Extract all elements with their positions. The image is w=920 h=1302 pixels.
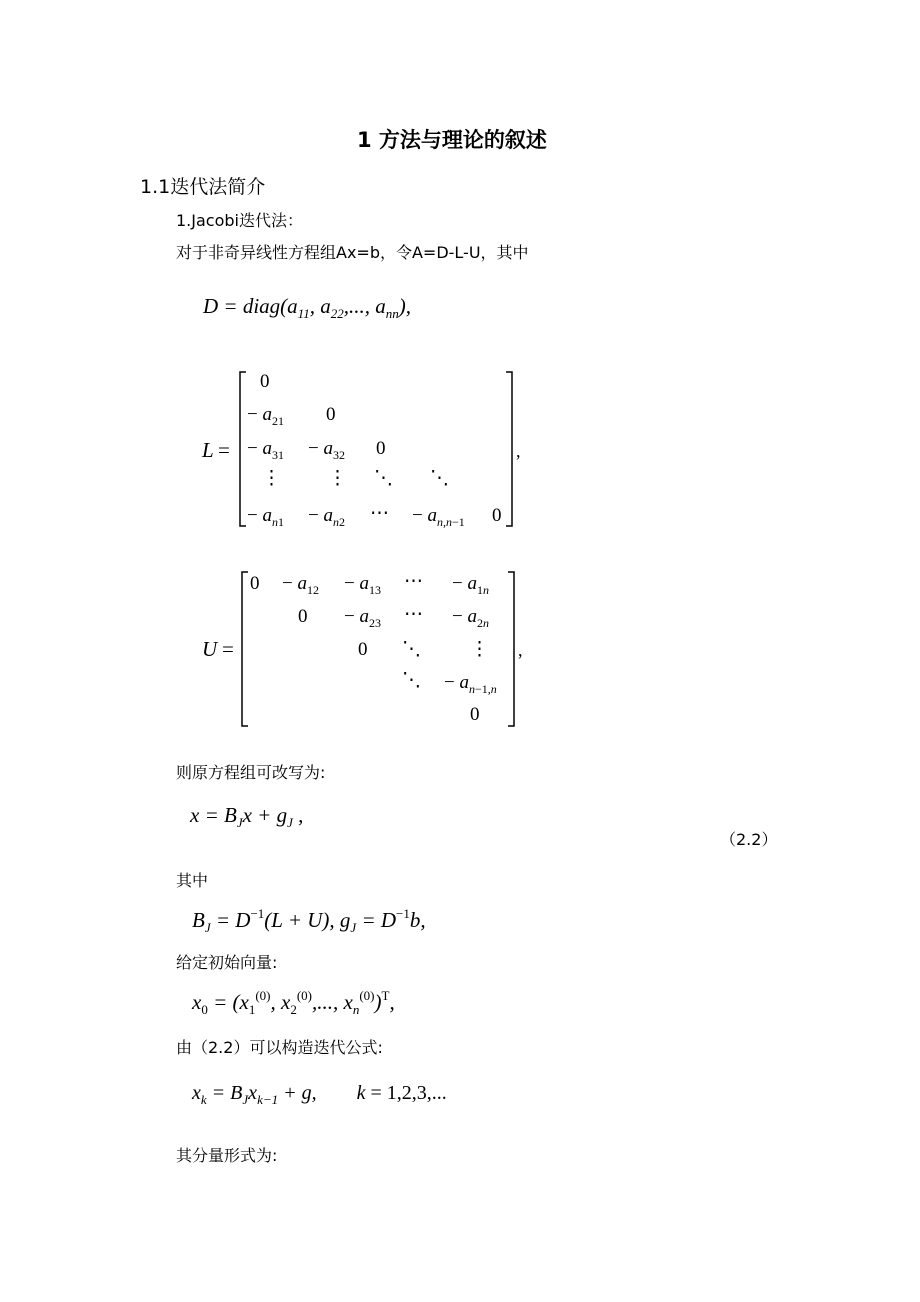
initial-vector-equation: $x_0 = (x_1^{(0)}$, $x_2^{(0)}$,..., $x_n^{(0)})^T$, [192,988,395,1017]
matrix-L-entry: ⋱ [430,468,449,489]
svg-text:=: = [218,438,230,462]
svg-text:,: , [516,441,521,461]
diag-equation: $D = diag(a_{11}$, $a_{22}$,..., $a_{nn}$), [203,294,411,321]
matrix-U-entry: ⋱ [402,670,421,691]
jacobi-form-equation: $x = B_Jx + g_J$ , [190,803,304,830]
matrix-L-entry: − $a_{n,n}-1$ [412,505,465,529]
matrix-U-entry: − $a_{12}$ [282,573,319,597]
iteration-formula: $x_k = B_Jx_{k-1} + g$, k = 1,2,3,... [192,1082,447,1107]
matrix-L-entry: 0 [326,404,336,425]
matrix-U-entry: − $a_n-1,n$ [444,672,497,696]
matrix-L-entry: ⋮ [328,468,347,489]
matrix-U-entry: − $a_{13}$ [344,573,381,597]
matrix-U-entry: ⋯ [404,604,423,625]
matrix-L-entry: ⋯ [370,503,389,524]
matrix-U-entry: ⋱ [402,639,421,660]
matrix-U-entry: − $a_{23}$ [344,606,381,630]
matrix-L-entry: 0 [376,438,386,459]
matrix-U [190,566,530,734]
matrix-L [190,364,530,534]
matrix-L-entry: ⋮ [262,468,281,489]
intro-paragraph: 对于非奇异线性方程组Ax=b，令A=D-L-U，其中 [176,243,529,262]
matrix-L-label: L [202,438,214,462]
component-paragraph: 其分量形式为: [176,1146,278,1165]
subsection-title: 1.1迭代法简介 [140,176,266,198]
matrix-L-entry: − $a_n2$ [308,505,345,529]
matrix-L-entry: 0 [492,505,502,526]
matrix-U-entry: 0 [298,606,308,627]
matrix-L-entry: − $a_{21}$ [247,404,284,428]
construct-paragraph: 由（2.2）可以构造迭代公式: [176,1038,383,1057]
section-title: 1 方法与理论的叙述 [357,128,547,152]
matrix-U-entry: 0 [470,704,480,725]
matrix-U-label: U [202,637,218,661]
matrix-L-entry: − $a_{31}$ [247,438,284,462]
matrix-U-entry: ⋮ [470,639,489,660]
matrix-L-entry: 0 [260,371,270,392]
matrix-U-entry: 0 [250,573,260,594]
matrix-U-entry: ⋯ [404,571,423,592]
matrix-U-entry: − $a_2n$ [452,606,489,630]
matrix-U-entry: 0 [358,639,368,660]
rewrite-paragraph: 则原方程组可改写为: [176,763,326,782]
matrix-L-entry: − $a_n1$ [247,505,284,529]
equation-number: （2.2） [720,830,778,849]
jacobi-heading: 1.Jacobi迭代法： [176,211,303,230]
svg-text:=: = [222,637,234,661]
initial-paragraph: 给定初始向量: [176,953,278,972]
iteration-matrix-equation: $B_J = D^{-1}(L + U)$, $g_J = D^{-1}b$, [192,906,426,935]
svg-text:,: , [518,640,523,660]
where-paragraph: 其中 [176,871,209,890]
matrix-L-entry: − $a_{32}$ [308,438,345,462]
matrix-U-entry: − $a_1n$ [452,573,489,597]
matrix-L-entry: ⋱ [374,468,393,489]
